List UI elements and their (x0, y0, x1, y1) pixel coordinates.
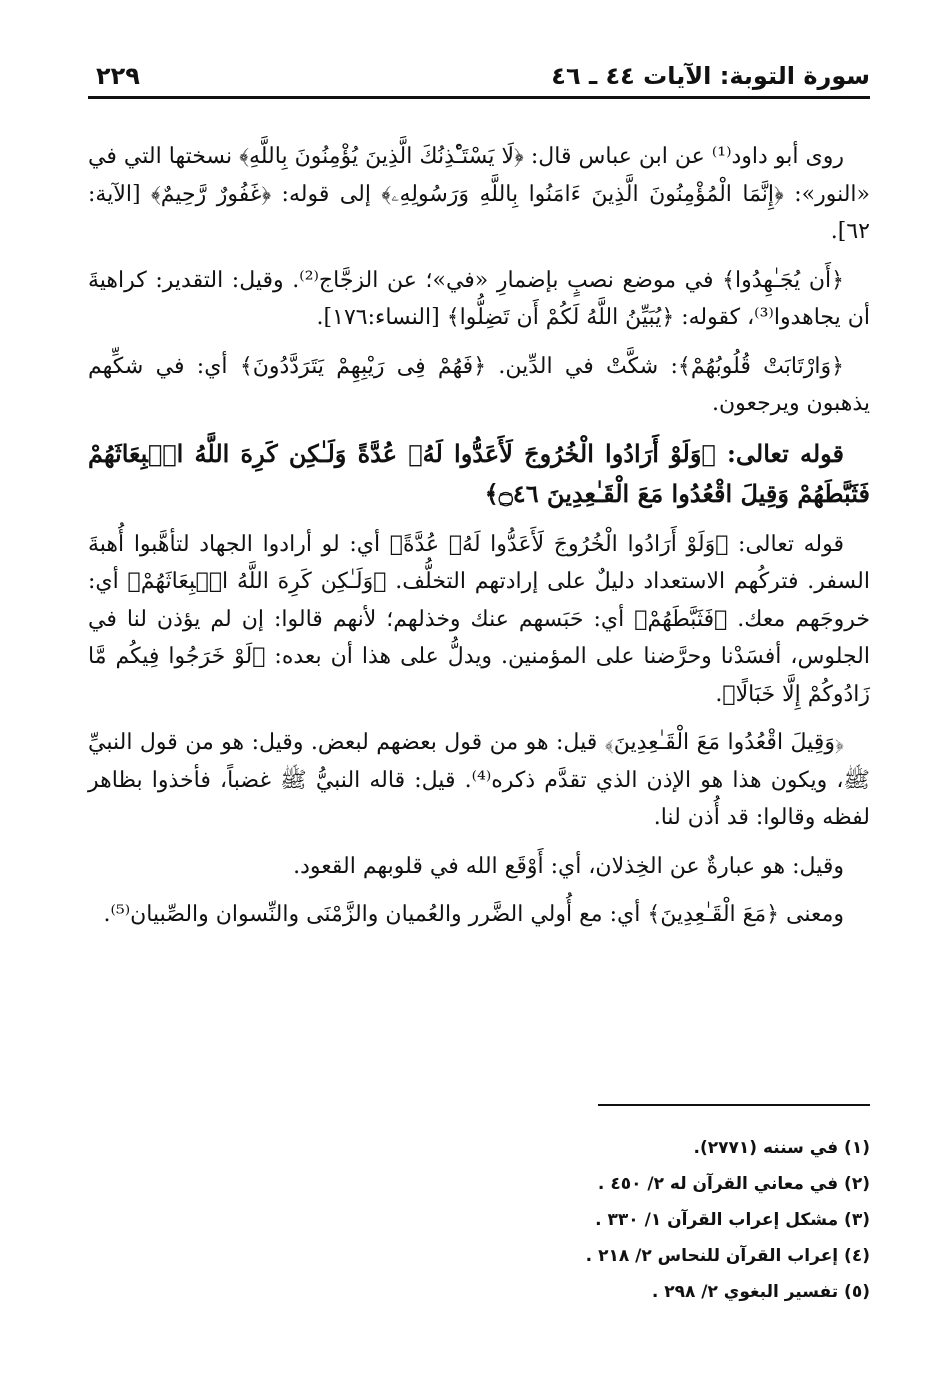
paragraph-3: ﴿وَارْتَابَتْ قُلُوبُهُمْ﴾: شكَّتْ في الدِّين. ﴿فَهُمْ فِى رَيْبِهِمْ يَتَرَدَّدُونَ﴾ أي: في شكِّهم يذهبون ويرجعون. (88, 353, 870, 416)
paragraph-2: ﴿أَن يُجَـٰهِدُوا﴾ في موضع نصبٍ بإضمارِ «في»؛ عن الزجَّاج⁽²⁾. وقيل: التقدير: كراهيةَ أن يجاهدوا⁽³⁾، كقوله: ﴿يُبَيِّنُ اللَّهُ لَكُمْ أَن تَضِلُّوا﴾ [النساء:١٧٦]. (88, 267, 870, 330)
main-text (88, 138, 870, 945)
footnote-4: (٤) إعراب القرآن للنحاس ٢/ ٢١٨ . (585, 1246, 870, 1266)
page-number: ٢٢٩ (96, 62, 140, 90)
footnote-divider (598, 1104, 870, 1106)
footnote-2: (٢) في معاني القرآن له ٢/ ٤٥٠ . (597, 1174, 870, 1194)
header-divider (88, 96, 870, 99)
paragraph-6: ﴿وَقِيلَ اقْعُدُوا مَعَ الْقَـٰعِدِينَ﴾ قيل: هو من قول بعضهم لبعض. وقيل: هو من قول النبيِّ ﷺ، ويكون هذا هو الإذن الذي تقدَّم ذكره⁽⁴⁾. قيل: قاله النبيُّ ﷺ غضباً، فأخذوا بظاهر لفظه وقالوا: قد أُذن لنا. (88, 730, 871, 830)
footnote-5: (٥) تفسير البغوي ٢/ ٢٩٨ . (651, 1282, 870, 1302)
paragraph-8: ومعنى ﴿مَعَ الْقَـٰعِدِينَ﴾ أي: مع أُولي الضَّرر والعُميان والزَّمْنَى والنِّسوان والصِّبيان⁽⁵⁾. (103, 902, 844, 927)
running-title: سورة التوبة: الآيات ٤٤ ـ ٤٦ (551, 62, 870, 90)
page-header (88, 60, 870, 100)
paragraph-5: قوله تعالى: ﴿وَلَوْ أَرَادُوا الْخُرُوجَ لَأَعَدُّوا لَهُۥ عُدَّةً﴾ أي: لو أرادوا الجهاد لتأهَّبوا أُهبةَ السفر. فتركُهم الاستعداد دليلٌ على إرادتهم التخلُّف. ﴿وَلَـٰكِن كَرِهَ اللَّهُ انۢبِعَاثَهُمْ﴾ أي: خروجَهم معك. ﴿فَثَبَّطَهُمْ﴾ أي: حَبَسهم عنك وخذلهم؛ لأنهم قالوا: إن لم يؤذن لنا في الجلوس، أفسَدْنا وحرَّضنا على المؤمنين. ويدلُّ على هذا أن بعده: ﴿لَوْ خَرَجُوا فِيكُم مَّا زَادُوكُمْ إِلَّا خَبَالًا﴾. (88, 531, 870, 707)
paragraph-1: روى أبو داود⁽¹⁾ عن ابن عباس قال: ﴿لَا يَسْتَـْٔذِنُكَ الَّذِينَ يُؤْمِنُونَ بِاللَّهِ﴾ نسختها التي في «النور»: ﴿إِنَّمَا الْمُؤْمِنُونَ الَّذِينَ ءَامَنُوا بِاللَّهِ وَرَسُولِهِۦ﴾ إلى قوله: ﴿غَفُورٌ رَّحِيمٌ﴾ [الآية: ٦٢]. (88, 144, 870, 244)
footnote-1: (١) في سننه (٢٧٧١). (693, 1138, 870, 1158)
footnote-3: (٣) مشكل إعراب القرآن ١/ ٣٣٠ . (595, 1210, 870, 1230)
footnotes (88, 1130, 870, 1310)
paragraph-7: وقيل: هو عبارةٌ عن الخِذلان، أي: أَوْقَع الله في قلوبهم القعود. (293, 853, 844, 879)
verse-heading: قوله تعالى: ﴿وَلَوْ أَرَادُوا الْخُرُوجَ لَأَعَدُّوا لَهُۥ عُدَّةً وَلَـٰكِن كَرِهَ اللَّهُ انۢبِعَاثَهُمْ فَثَبَّطَهُمْ وَقِيلَ اقْعُدُوا مَعَ الْقَـٰعِدِينَ ۝٤٦﴾ (88, 438, 870, 508)
